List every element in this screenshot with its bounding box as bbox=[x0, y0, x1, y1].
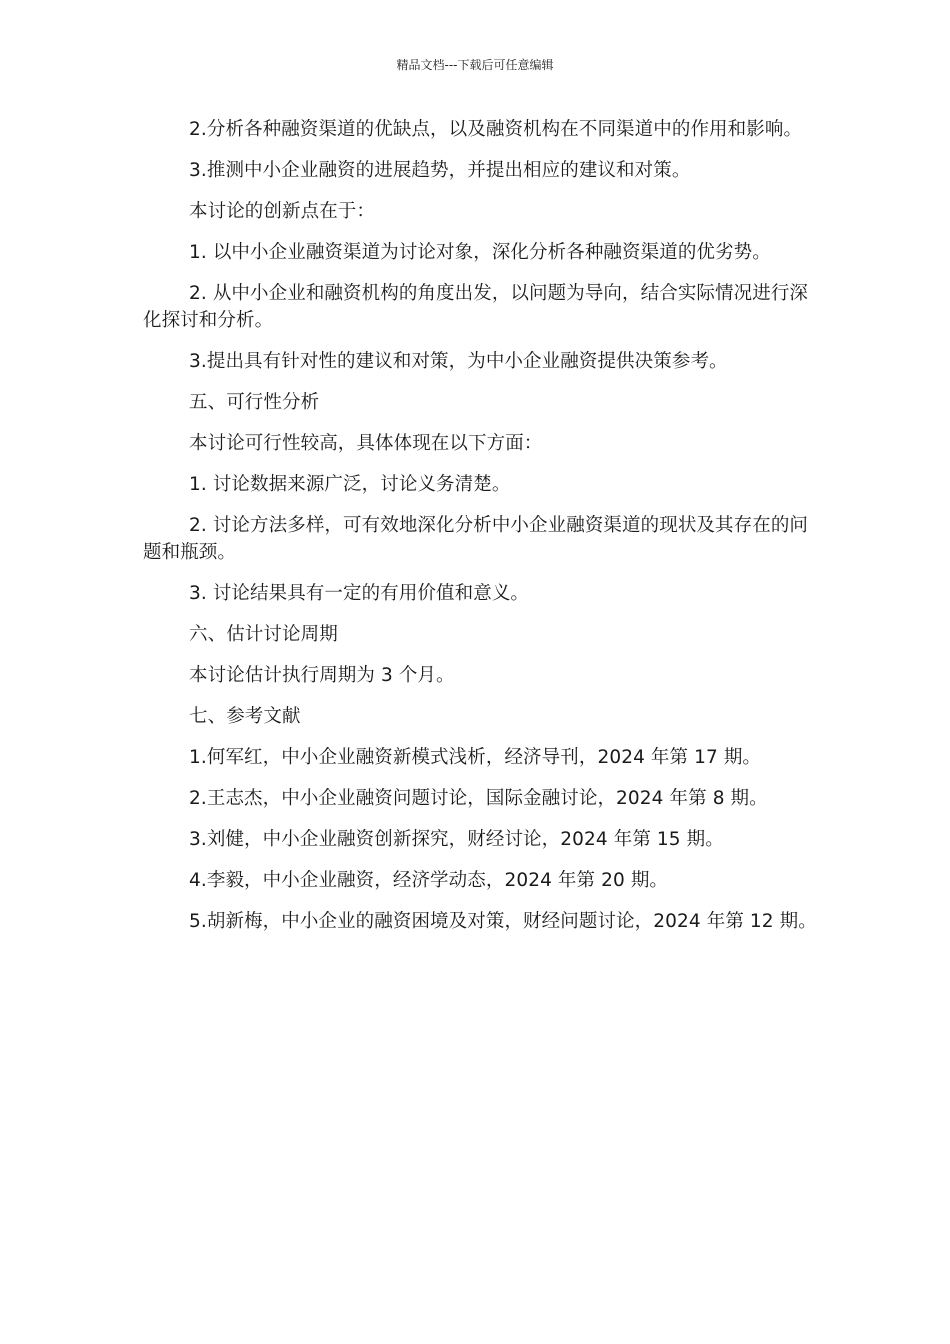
paragraph: 本讨论估计执行周期为 3 个月。 bbox=[189, 665, 455, 686]
paragraph: 3.提出具有针对性的建议和对策，为中小企业融资提供决策参考。 bbox=[189, 351, 728, 372]
section-heading: 六、估计讨论周期 bbox=[189, 624, 338, 645]
paragraph: 3. 讨论结果具有一定的有用价值和意义。 bbox=[189, 583, 530, 604]
reference-item: 5.胡新梅，中小企业的融资困境及对策，财经问题讨论，2024 年第 12 期。 bbox=[189, 911, 817, 932]
document-body bbox=[143, 116, 818, 949]
reference-item: 3.刘健，中小企业融资创新探究，财经讨论，2024 年第 15 期。 bbox=[189, 829, 724, 850]
paragraph: 3.推测中小企业融资的进展趋势，并提出相应的建议和对策。 bbox=[189, 160, 691, 181]
reference-item: 4.李毅，中小企业融资，经济学动态，2024 年第 20 期。 bbox=[189, 870, 669, 891]
paragraph: 2.分析各种融资渠道的优缺点，以及融资机构在不同渠道中的作用和影响。 bbox=[189, 119, 803, 140]
reference-item: 2.王志杰，中小企业融资问题讨论，国际金融讨论，2024 年第 8 期。 bbox=[189, 788, 768, 809]
paragraph: 本讨论可行性较高，具体体现在以下方面： bbox=[189, 433, 543, 454]
reference-item: 1.何军红，中小企业融资新模式浅析，经济导刊，2024 年第 17 期。 bbox=[189, 747, 762, 768]
paragraph: 本讨论的创新点在于： bbox=[189, 201, 376, 222]
paragraph: 2. 从中小企业和融资机构的角度出发，以问题为导向，结合实际情况进行深化探讨和分析。 bbox=[143, 283, 809, 331]
section-heading: 五、可行性分析 bbox=[189, 392, 320, 413]
paragraph: 1. 以中小企业融资渠道为讨论对象，深化分析各种融资渠道的优劣势。 bbox=[189, 242, 771, 263]
paragraph: 2. 讨论方法多样，可有效地深化分析中小企业融资渠道的现状及其存在的问题和瓶颈。 bbox=[143, 515, 809, 563]
page-header: 精品文档---下载后可任意编辑 bbox=[396, 58, 554, 72]
paragraph: 1. 讨论数据来源广泛，讨论义务清楚。 bbox=[189, 474, 511, 495]
section-heading: 七、参考文献 bbox=[189, 706, 301, 727]
